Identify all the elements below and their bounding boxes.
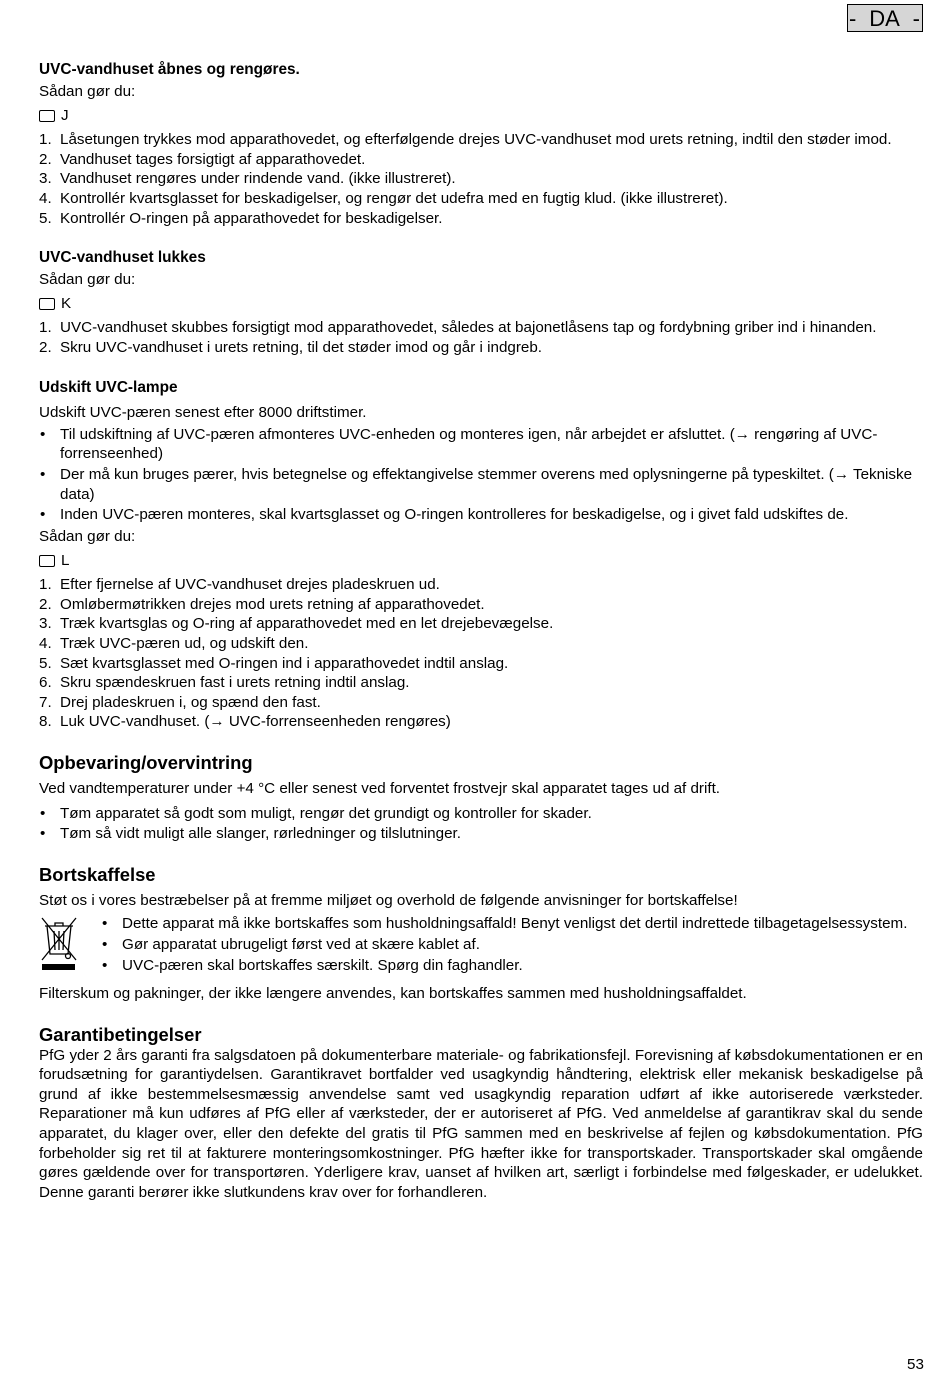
step-number: 2. bbox=[39, 338, 52, 356]
step-item bbox=[39, 595, 923, 615]
step-number: 4. bbox=[39, 635, 52, 653]
step-number: 7. bbox=[39, 693, 52, 711]
step-item bbox=[39, 318, 923, 338]
step-item bbox=[39, 150, 923, 170]
step-number: 4. bbox=[39, 189, 52, 207]
step-text: Luk UVC-vandhuset. (→ UVC-forrenseenheden rengøres) bbox=[60, 713, 451, 731]
steps-list bbox=[39, 318, 923, 357]
figure-reference bbox=[39, 105, 923, 126]
step-text: Skru UVC-vandhuset i urets retning, til det støder imod og går i indgreb. bbox=[60, 338, 543, 356]
page-number: 53 bbox=[907, 1356, 924, 1373]
bullet-item: • Tøm apparatet så godt som muligt, rengør det grundigt og kontroller for skader. bbox=[39, 804, 923, 824]
figure-label: J bbox=[61, 106, 69, 124]
language-tab bbox=[847, 4, 923, 32]
step-number: 3. bbox=[39, 170, 52, 188]
step-text: Træk UVC-pæren ud, og udskift den. bbox=[60, 635, 309, 653]
step-text: Træk kvartsglas og O-ring af apparathovedet med en let drejebevægelse. bbox=[60, 615, 554, 633]
step-text: Vandhuset tages forsigtigt af apparathovedet. bbox=[60, 150, 366, 168]
step-number: 2. bbox=[39, 595, 52, 613]
step-text: Drej pladeskruen i, og spænd den fast. bbox=[60, 693, 321, 711]
lang-tab-code: DA bbox=[869, 6, 900, 31]
section-lead: Udskift UVC-pæren senest efter 8000 driftstimer. bbox=[39, 404, 367, 422]
step-item bbox=[39, 673, 923, 693]
bullet-item: • Tøm så vidt muligt alle slanger, rørledninger og tilslutninger. bbox=[39, 824, 923, 844]
bullet-item: • UVC-pæren skal bortskaffes særskilt. Spørg din faghandler. bbox=[101, 956, 923, 976]
section-title: Udskift UVC-lampe bbox=[39, 378, 178, 396]
bullet-list bbox=[39, 804, 923, 844]
step-number: 5. bbox=[39, 209, 52, 227]
figure-label: K bbox=[61, 295, 72, 313]
step-number: 1. bbox=[39, 576, 52, 594]
step-text: UVC-vandhuset skubbes forsigtigt mod apparathovedet, således at bajonetlåsens tap og fordybning griber ind i hinanden. bbox=[60, 319, 877, 337]
step-number: 6. bbox=[39, 674, 52, 692]
step-text: Kontrollér O-ringen på apparathovedet for beskadigelser. bbox=[60, 209, 443, 227]
step-item bbox=[39, 209, 923, 229]
step-text: Kontrollér kvartsglasset for beskadigelser, og rengør det udefra med en fugtig klud. (ikke illustreret). bbox=[60, 189, 728, 207]
step-item bbox=[39, 712, 923, 732]
disposal-footer: Filterskum og pakninger, der ikke længere anvendes, kan bortskaffes sammen med husholdningsaffaldet. bbox=[39, 985, 747, 1002]
step-item bbox=[39, 654, 923, 674]
section-close bbox=[39, 248, 923, 357]
section-replace-lamp bbox=[39, 378, 923, 733]
instruction-intro: Sådan gør du: bbox=[39, 270, 136, 288]
bullet-item: • Inden UVC-pæren monteres, skal kvartsglasset og O-ringen kontrolleres for beskadigelse, og i givet fald udskiftes de. bbox=[39, 505, 923, 525]
section-title: Garantibetingelser bbox=[39, 1023, 202, 1045]
section-open-clean bbox=[39, 60, 923, 228]
step-text: Låsetungen trykkes mod apparathovedet, og efterfølgende drejes UVC-vandhuset mod urets retning, indtil den støder imod. bbox=[60, 131, 892, 149]
lang-tab-right-dash: - bbox=[912, 6, 920, 31]
page-content bbox=[39, 60, 923, 1202]
figure-icon bbox=[39, 110, 55, 122]
step-text: Omløbermøtrikken drejes mod urets retning af apparathovedet. bbox=[60, 595, 485, 613]
section-title: Bortskaffelse bbox=[39, 863, 156, 885]
section-storage bbox=[39, 752, 923, 844]
step-number: 5. bbox=[39, 654, 52, 672]
figure-label: L bbox=[61, 551, 70, 569]
bullet-item: • Til udskiftning af UVC-pæren afmonteres UVC-enheden og monteres igen, når arbejdet er afsluttet. (→ rengøring af UVC-forrenseenhed) bbox=[39, 425, 923, 464]
bullet-list bbox=[101, 914, 923, 978]
step-item bbox=[39, 693, 923, 713]
figure-icon bbox=[39, 298, 55, 310]
step-number: 1. bbox=[39, 319, 52, 337]
steps-list bbox=[39, 575, 923, 732]
step-text: Efter fjernelse af UVC-vandhuset drejes pladeskruen ud. bbox=[60, 576, 440, 594]
step-item bbox=[39, 614, 923, 634]
instruction-intro: Sådan gør du: bbox=[39, 527, 136, 545]
step-item bbox=[39, 634, 923, 654]
step-number: 2. bbox=[39, 150, 52, 168]
section-title: Opbevaring/overvintring bbox=[39, 752, 253, 774]
section-lead: Ved vandtemperaturer under +4 °C eller senest ved forventet frostvejr skal apparatet tages ud af drift. bbox=[39, 780, 721, 798]
section-disposal bbox=[39, 864, 923, 1004]
section-title: UVC-vandhuset åbnes og rengøres. bbox=[39, 61, 300, 78]
section-warranty bbox=[39, 1024, 923, 1203]
bullet-item: • Der må kun bruges pærer, hvis betegnelse og effektangivelse stemmer overens med oplysningerne på typeskiltet. (→ Tekniske data) bbox=[39, 465, 923, 504]
step-text: Sæt kvartsglasset med O-ringen ind i apparathovedet indtil anslag. bbox=[60, 654, 509, 672]
step-item bbox=[39, 130, 923, 150]
warranty-body: PfG yder 2 års garanti fra salgsdatoen på dokumenterbare materiale- og fabrikationsfejl. Forevisning af købsdokumentationen er en forudsætning for garantiydelsen. Garantikravet bortfalder ved usagkyndig håndtering, elektrisk eller mekanisk beskadigelse på grund af ikke bestemmelsesmæssig anvendelse samt ved usagkyndig reparation udført af ikke autoriserede værksteder. Reparationer må kun udføres af PfG eller af værksteder, der er autoriseret af PfG. Ved anmeldelse af garantikrav skal du sende apparatet, du klager over, eller den defekte del gratis til PfG sammen med en beskrivelse af fejlen og købsdokumentation. PfG forbeholder sig ret til at fakturere monteringsomkostninger. PfG hæfter ikke for transportskader. Transportskader skal omgående gøres gældende over for transportøren. Yderligere krav, uanset af hvilken art, særligt i forbindelse med følgeskader, er udelukket. Denne garanti berører ikke slutkundens krav over for forhandleren. bbox=[39, 1046, 923, 1201]
step-text: Skru spændeskruen fast i urets retning indtil anslag. bbox=[60, 674, 410, 692]
bullet-list bbox=[39, 425, 923, 525]
disposal-block bbox=[39, 914, 923, 978]
figure-reference bbox=[39, 293, 923, 314]
step-number: 3. bbox=[39, 615, 52, 633]
bullet-item: • Dette apparat må ikke bortskaffes som husholdningsaffald! Benyt venligst det dertil indrettede tilbagetagelsessystem. bbox=[101, 914, 923, 934]
lang-tab-left-dash: - bbox=[849, 6, 857, 31]
figure-icon bbox=[39, 555, 55, 567]
bullet-item: • Gør apparatat ubrugeligt først ved at skære kablet af. bbox=[101, 935, 923, 955]
section-lead: Støt os i vores bestræbelser på at fremme miljøet og overhold de følgende anvisninger for bortskaffelse! bbox=[39, 891, 738, 909]
step-item bbox=[39, 169, 923, 189]
step-item bbox=[39, 575, 923, 595]
section-title: UVC-vandhuset lukkes bbox=[39, 249, 206, 267]
steps-list bbox=[39, 130, 923, 228]
figure-reference bbox=[39, 550, 923, 571]
step-text: Vandhuset rengøres under rindende vand. (ikke illustreret). bbox=[60, 170, 456, 188]
step-number: 8. bbox=[39, 713, 52, 731]
crossed-out-wheelie-bin-icon bbox=[39, 914, 101, 978]
step-number: 1. bbox=[39, 131, 52, 149]
instruction-intro: Sådan gør du: bbox=[39, 82, 136, 100]
step-item bbox=[39, 338, 923, 358]
step-item bbox=[39, 189, 923, 209]
